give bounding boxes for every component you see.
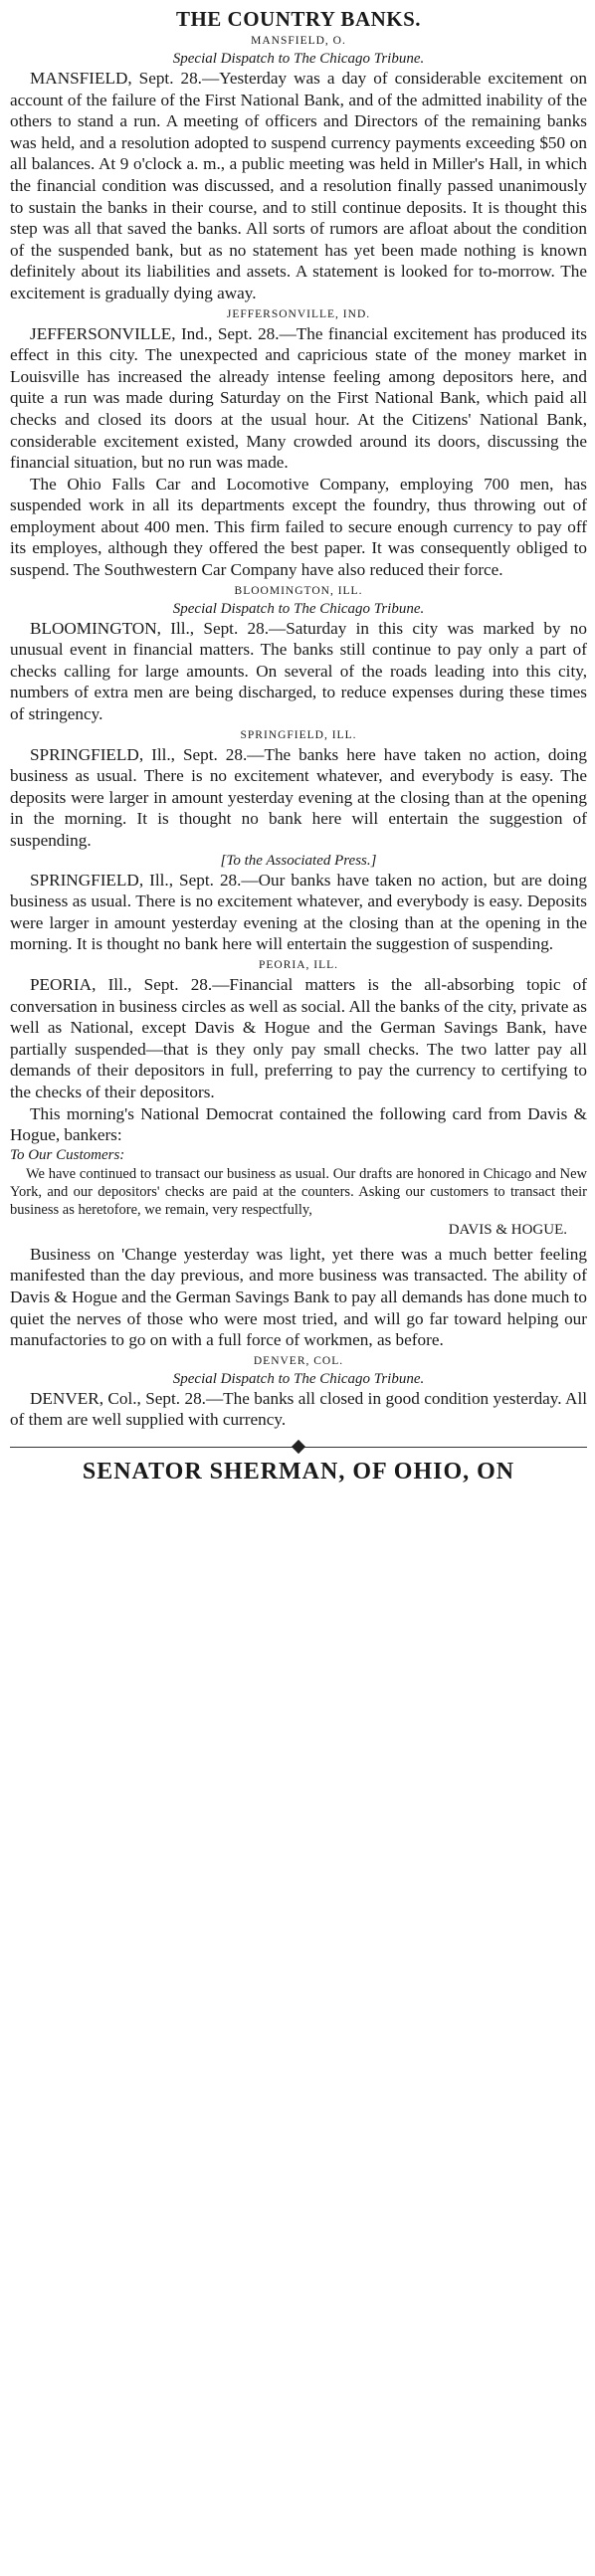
section-peoria (10, 957, 587, 1351)
dispatch-credit: [To the Associated Press.] (220, 852, 377, 869)
customer-card (10, 1146, 587, 1240)
card-body: We have continued to transact our business as usual. Our drafts are honored in Chicago and New York, and our depositors' checks are paid at the counters. Asking our customers to transact their business as heretofore, we remain, very respectfully, (10, 1165, 587, 1218)
dateline-place: SPRINGFIELD, ILL. (240, 728, 357, 741)
paragraph: SPRINGFIELD, Ill., Sept. 28.—Our banks have taken no action, but are doing business as usual. There is no excitement whatever, and everybody is easy. Deposits were larger in amount yesterday evening at the closing than at the opening in the morning. It is thought no bank here will entertain the suggestion of suspending. (10, 870, 587, 954)
dateline-place: MANSFIELD, O. (251, 35, 346, 47)
divider-ornament (292, 1440, 305, 1454)
next-headline: SENATOR SHERMAN, OF OHIO, ON (82, 1458, 515, 1485)
paragraph: Business on 'Change yesterday was light, yet there was a much better feeling manifested than the day previous, and more business was transacted. The ability of Davis & Hogue and the German Savings Bank to pay all demands has done much to quiet the nerves of those who were most tried, and will go far toward helping our manufactories to go on with a full force of workmen, as before. (10, 1244, 587, 1350)
card-signature: DAVIS & HOGUE. (448, 1221, 567, 1238)
paragraph: PEORIA, Ill., Sept. 28.—Financial matters is the all-absorbing topic of conversation in business circles as well as social. All the banks of the city, private as well as National, except Davis & Hogue and the German Savings Bank, have partially suspended—that is they only pay small checks. The two latter pay all demands of their depositors in full, preferring to pay the currency to certifying to the checks of their depositors. (10, 974, 587, 1101)
section-mansfield (10, 33, 587, 304)
paragraph: SPRINGFIELD, Ill., Sept. 28.—The banks here have taken no action, doing business as usual. There is no excitement whatever, and everybody is easy. The deposits were larger in amount yesterday evening at the closing than at the opening in the morning. It is thought no bank here will entertain the suggestion of suspending. (10, 744, 587, 850)
paragraph: MANSFIELD, Sept. 28.—Yesterday was a day of considerable excitement on account of the failure of the First National Bank, and of the admitted inability of the others to stand a run. A meeting of officers and Directors of the remaining banks was held, and a resolution adopted to suspend currency payments exceeding $50 on all balances. At 9 o'clock a. m., a public meeting was held in Miller's Hall, in which the financial condition was discussed, and a resolution finally passed unanimously to sustain the banks in their course, and to still continue deposits. It is thought this step was all that saved the banks. All sorts of rumors are afloat about the condition of the suspended bank, but as no statement has yet been made nothing is known definitely about its liabilities and assets. A statement is looked for to-morrow. The excitement is gradually dying away. (10, 69, 587, 302)
paragraph: The Ohio Falls Car and Locomotive Company, employing 700 men, has suspended work in all its departments except the foundry, thus throwing out of employment about 400 men. This firm failed to secure enough currency to pay off its employes, although they offered the best paper. It was consequently obliged to suspend. The Southwestern Car Company have also reduced their force. (10, 474, 587, 580)
paragraph: BLOOMINGTON, Ill., Sept. 28.—Saturday in this city was marked by no unusual event in financial matters. The banks still continue to pay only a part of checks calling for large amounts. On several of the roads leading into this city, numbers of extra men are being discharged, to reduce expenses during these times of stringency. (10, 618, 587, 724)
paragraph: JEFFERSONVILLE, Ind., Sept. 28.—The financial excitement has produced its effect in this city. The unexpected and capricious state of the money market in Louisville has increased the already intense feeling among depositors here, and quite a run was made during Saturday on the First National Bank, which paid all checks and closed its doors at the usual hour. At the Citizens' National Bank, considerable excitement existed, Many crowded around its doors, discussing the financial situation, but no run was made. (10, 323, 587, 473)
dispatch-credit: Special Dispatch to The Chicago Tribune. (172, 1370, 425, 1387)
paragraph: This morning's National Democrat contained the following card from Davis & Hogue, bankers: (10, 1103, 587, 1145)
article-column (10, 0, 587, 1486)
section-divider (10, 1447, 587, 1448)
dateline-place: JEFFERSONVILLE, IND. (226, 307, 371, 320)
dispatch-credit: Special Dispatch to The Chicago Tribune. (172, 600, 425, 617)
paragraph: DENVER, Col., Sept. 28.—The banks all closed in good condition yesterday. All of them are well supplied with currency. (10, 1388, 587, 1430)
article-headline: THE COUNTRY BANKS. (175, 7, 422, 31)
section-bloomington (10, 583, 587, 725)
dateline-place: DENVER, COL. (253, 1354, 344, 1367)
dateline-place: PEORIA, ILL. (258, 958, 339, 971)
card-heading: To Our Customers: (10, 1146, 125, 1163)
dispatch-credit: Special Dispatch to The Chicago Tribune. (172, 51, 425, 67)
section-springfield (10, 727, 587, 852)
section-springfield-ap (10, 852, 587, 955)
dateline-place: BLOOMINGTON, ILL. (234, 584, 363, 597)
section-jeffersonville (10, 306, 587, 581)
section-denver (10, 1353, 587, 1431)
